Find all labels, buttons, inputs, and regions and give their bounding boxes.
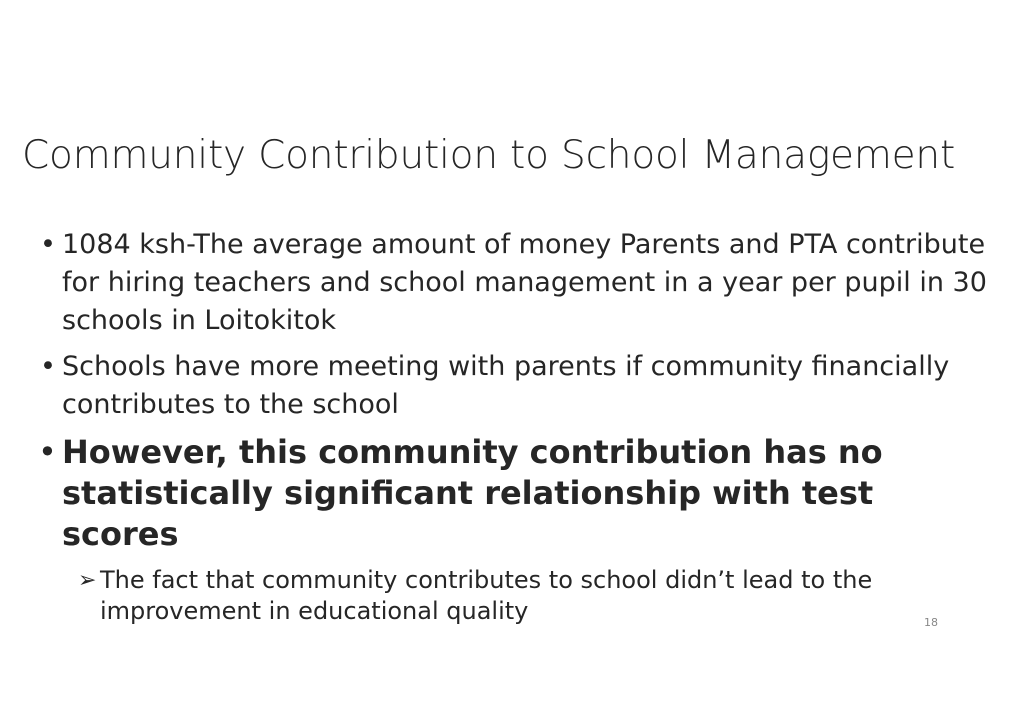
sub-bullet-text: The fact that community contributes to school didn’t lead to the improvement in educational quality [100,566,873,625]
bullet-text: 1084 ksh-The average amount of money Parents and PTA contribute for hiring teachers and school management in a year per pupil in 30 schools in Loitokitok [62,229,987,336]
bullet-text: However, this community contribution has no statistically significant relationship with test scores [62,433,883,553]
slide-title: Community Contribution to School Management [22,133,956,178]
bullet-no-significant-relationship [36,432,996,555]
bullet-parent-meetings [36,348,996,424]
bullet-marker-icon: • [40,351,56,382]
bullet-marker-icon: • [38,433,57,471]
bullet-average-contribution [36,226,996,340]
bullet-marker-icon: • [40,229,56,260]
bullet-list [36,226,996,627]
arrow-bullet-icon: ➢ [78,568,97,593]
page-number: 18 [924,616,938,629]
sub-bullet-educational-quality [36,565,996,627]
bullet-text: Schools have more meeting with parents if community financially contributes to the school [62,351,950,420]
